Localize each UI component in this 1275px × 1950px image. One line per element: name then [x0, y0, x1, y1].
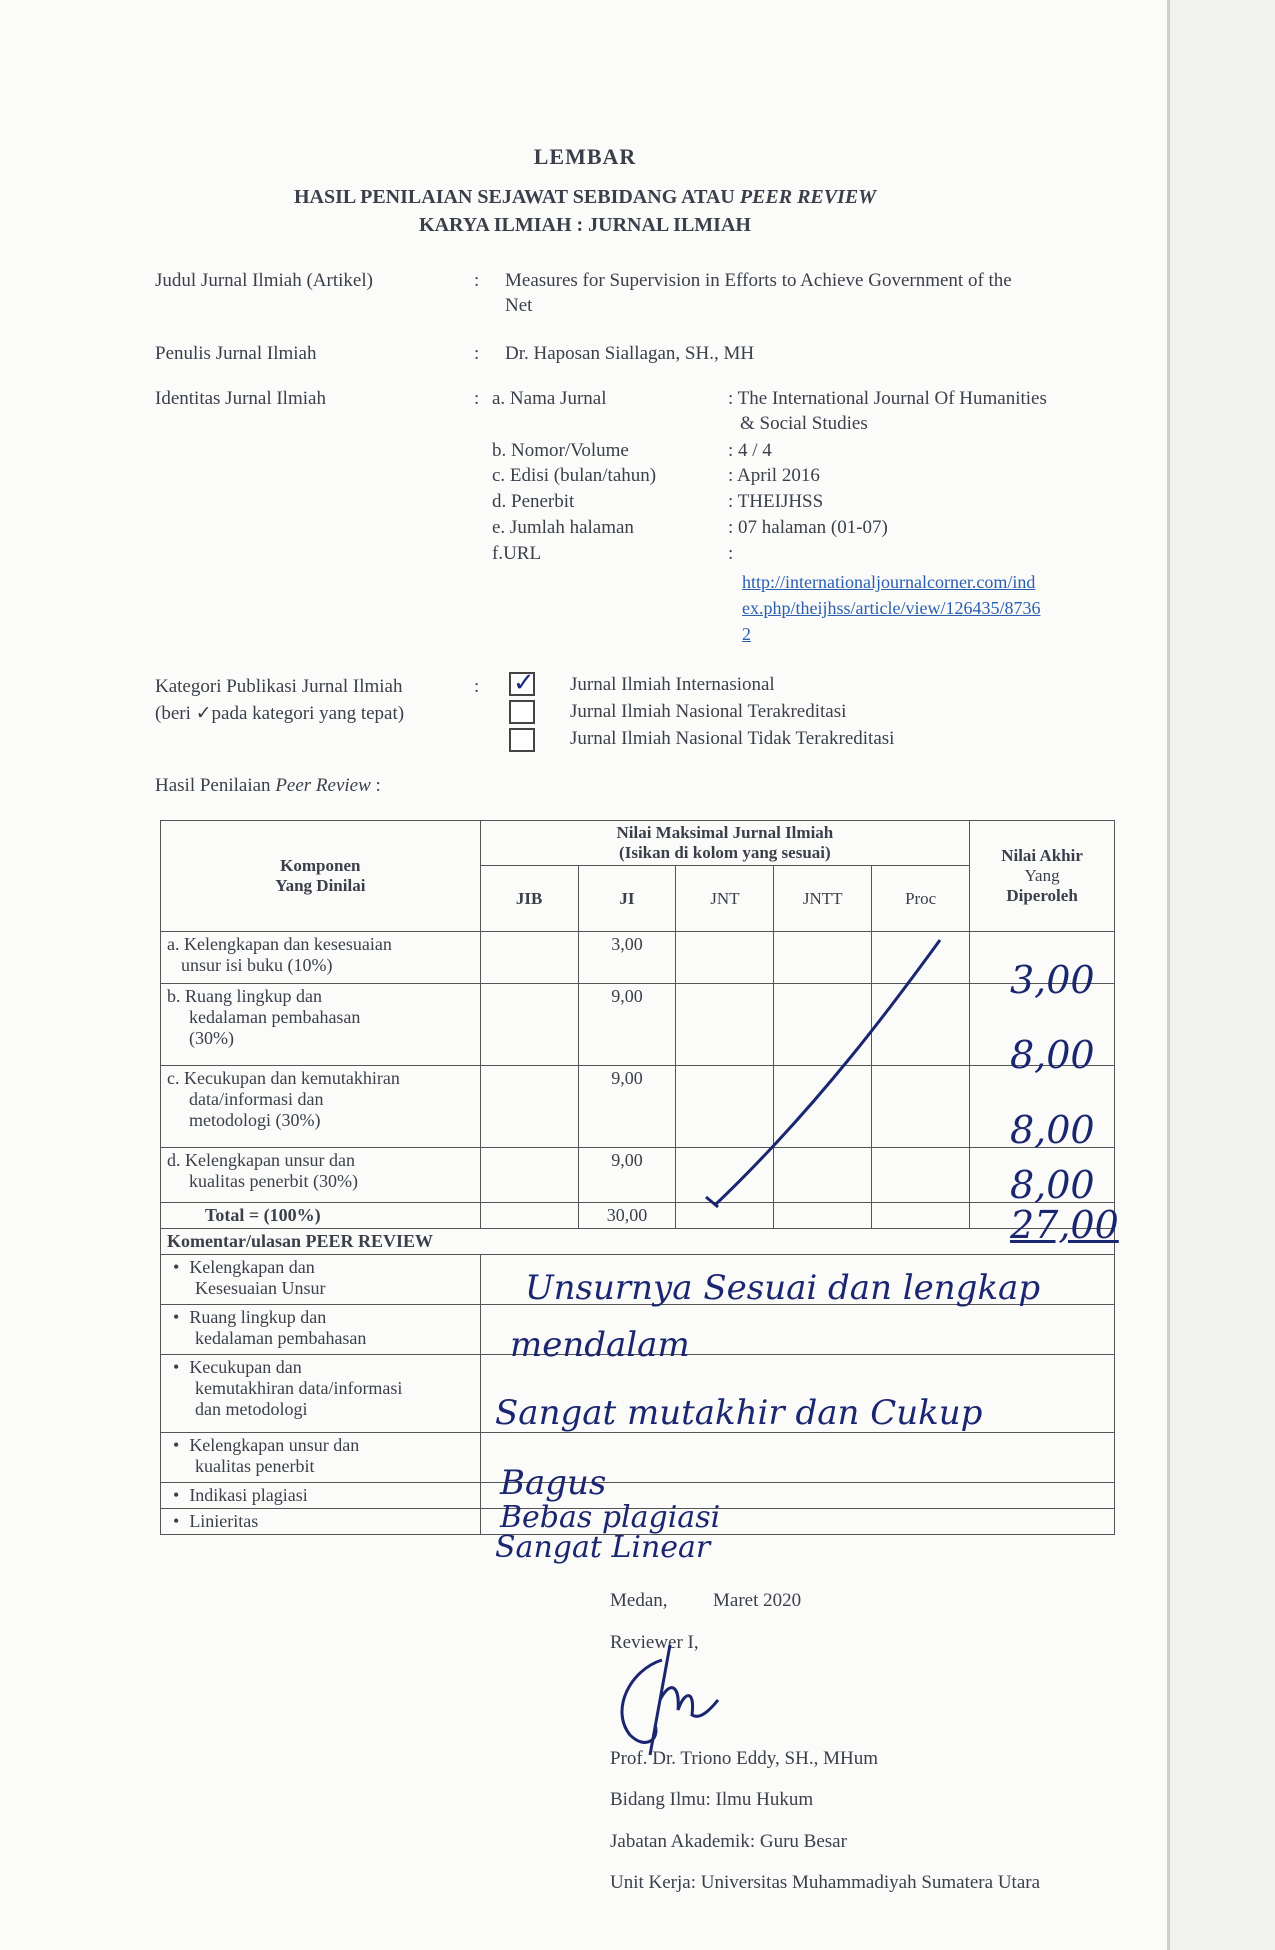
check-icon: ✓ — [513, 668, 535, 698]
url-link[interactable]: 2 — [742, 624, 751, 644]
identitas-label: Identitas Jurnal Ilmiah — [155, 388, 326, 409]
table-row — [161, 1066, 1115, 1148]
total-row — [161, 1203, 1115, 1229]
penulis-value: Dr. Haposan Siallagan, SH., MH — [505, 343, 755, 364]
url-link[interactable]: http://internationaljournalcorner.com/ind — [742, 572, 1036, 592]
comment-label: • Kelengkapan unsur dan kualitas penerbit — [161, 1433, 481, 1483]
kategori-label: Kategori Publikasi Jurnal Ilmiah — [155, 676, 403, 697]
comment-text: Sangat Linear — [495, 1530, 711, 1565]
checkbox-nasional-terakreditasi[interactable] — [509, 700, 535, 724]
checkbox-internasional[interactable] — [509, 668, 535, 698]
col-jib: JIB — [480, 866, 578, 932]
kategori-hint: (beri ✓pada kategori yang tepat) — [155, 703, 405, 724]
comment-text: Bagus — [500, 1463, 607, 1503]
comment-label: • Linieritas — [161, 1509, 481, 1535]
comment-text: Unsurnya Sesuai dan lengkap — [525, 1268, 1041, 1308]
reviewer-role: Reviewer I, — [610, 1632, 699, 1653]
hasil-label: Hasil Penilaian Peer Review : — [155, 775, 381, 796]
checkbox-nasional-tidak-terakreditasi[interactable] — [509, 728, 535, 752]
total-ji: 30,00 — [578, 1203, 676, 1229]
ji-value: 9,00 — [578, 1066, 676, 1148]
col-proc: Proc — [872, 866, 970, 932]
field-label: d. Penerbit — [492, 491, 575, 512]
reviewer-bidang: Bidang Ilmu: Ilmu Hukum — [610, 1789, 814, 1810]
ji-value: 3,00 — [578, 932, 676, 984]
col-jntt: JNTT — [774, 866, 872, 932]
table-row — [161, 1148, 1115, 1203]
field-value-2: & Social Studies — [740, 413, 868, 434]
colon: : — [474, 388, 480, 409]
nilai-max-header: Nilai Maksimal Jurnal Ilmiah (Isikan di kolom yang sesuai) — [480, 821, 969, 866]
comment-label: • Ruang lingkup dan kedalaman pembahasan — [161, 1305, 481, 1355]
signature — [600, 1640, 740, 1760]
comment-text: Bebas plagiasi — [500, 1500, 721, 1535]
final-score: 8,00 — [1010, 1033, 1095, 1077]
reviewer-unit: Unit Kerja: Universitas Muhammadiyah Sumatera Utara — [610, 1872, 1041, 1893]
colon: : — [474, 343, 480, 364]
field-value: : THEIJHSS — [728, 491, 824, 512]
comment-label: • Kecukupan dan kemutakhiran data/informasi dan metodologi — [161, 1355, 481, 1433]
reviewer-jabatan: Jabatan Akademik: Guru Besar — [610, 1831, 847, 1852]
strike-line — [700, 935, 950, 1215]
field-value: : April 2016 — [728, 465, 820, 486]
colon: : — [474, 676, 480, 697]
field-value: : — [728, 543, 734, 564]
field-value: : 4 / 4 — [728, 440, 772, 461]
doc-subtitle: HASIL PENILAIAN SEJAWAT SEBIDANG ATAU PEER REVIEW — [293, 186, 877, 208]
table-row — [161, 932, 1115, 984]
sign-place: Medan, — [610, 1590, 668, 1611]
col-ji: JI — [578, 866, 676, 932]
url-link[interactable]: ex.php/theijhss/article/view/126435/8736 — [742, 598, 1041, 618]
field-label: b. Nomor/Volume — [492, 440, 629, 461]
comment-label: • Indikasi plagiasi — [161, 1483, 481, 1509]
final-score: 3,00 — [1010, 958, 1095, 1002]
ji-value: 9,00 — [578, 984, 676, 1066]
doc-subtitle-2: KARYA ILMIAH : JURNAL ILMIAH — [419, 214, 751, 236]
comment-text: Sangat mutakhir dan Cukup — [495, 1393, 983, 1433]
field-label: a. Nama Jurnal — [492, 388, 607, 409]
judul-label: Judul Jurnal Ilmiah (Artikel) — [155, 270, 373, 291]
field-label: f.URL — [492, 543, 542, 564]
doc-title: LEMBAR — [533, 144, 637, 169]
judul-value-2: Net — [505, 295, 533, 316]
ji-value: 9,00 — [578, 1148, 676, 1203]
table-row — [161, 984, 1115, 1066]
scan-edge — [1167, 0, 1275, 1950]
kategori-option: Jurnal Ilmiah Internasional — [570, 674, 775, 695]
comment-row — [161, 1433, 1115, 1483]
field-value: : 07 halaman (01-07) — [728, 517, 888, 538]
total-score: 27,00 — [1010, 1203, 1119, 1247]
comment-label: • Kelengkapan dan Kesesuaian Unsur — [161, 1255, 481, 1305]
komponen-cell: c. Kecukupan dan kemutakhiran data/informasi dan metodologi (30%) — [161, 1066, 481, 1148]
field-value: : The International Journal Of Humanities — [728, 388, 1047, 409]
kategori-option: Jurnal Ilmiah Nasional Tidak Terakreditasi — [570, 728, 895, 749]
komentar-header: Komentar/ulasan PEER REVIEW — [161, 1229, 1115, 1255]
field-label: c. Edisi (bulan/tahun) — [492, 465, 657, 486]
nilai-akhir-header: Nilai Akhir Yang Diperoleh — [970, 821, 1115, 932]
final-score: 8,00 — [1010, 1163, 1095, 1207]
komponen-cell: d. Kelengkapan unsur dan kualitas penerbit (30%) — [161, 1148, 481, 1203]
colon: : — [474, 270, 480, 291]
reviewer-name: Prof. Dr. Triono Eddy, SH., MHum — [610, 1748, 878, 1769]
komponen-cell: a. Kelengkapan dan kesesuaian unsur isi buku (10%) — [161, 932, 481, 984]
comment-text: mendalam — [510, 1325, 690, 1365]
judul-value: Measures for Supervision in Efforts to Achieve Government of the — [505, 270, 1012, 291]
final-score: 8,00 — [1010, 1108, 1095, 1152]
sign-date: Maret 2020 — [713, 1590, 802, 1611]
kategori-option: Jurnal Ilmiah Nasional Terakreditasi — [570, 701, 847, 722]
col-jnt: JNT — [676, 866, 774, 932]
total-label: Total = (100%) — [161, 1203, 481, 1229]
penulis-label: Penulis Jurnal Ilmiah — [155, 343, 317, 364]
field-label: e. Jumlah halaman — [492, 517, 634, 538]
komponen-header: Komponen Yang Dinilai — [161, 821, 481, 932]
komponen-cell: b. Ruang lingkup dan kedalaman pembahasan (30%) — [161, 984, 481, 1066]
